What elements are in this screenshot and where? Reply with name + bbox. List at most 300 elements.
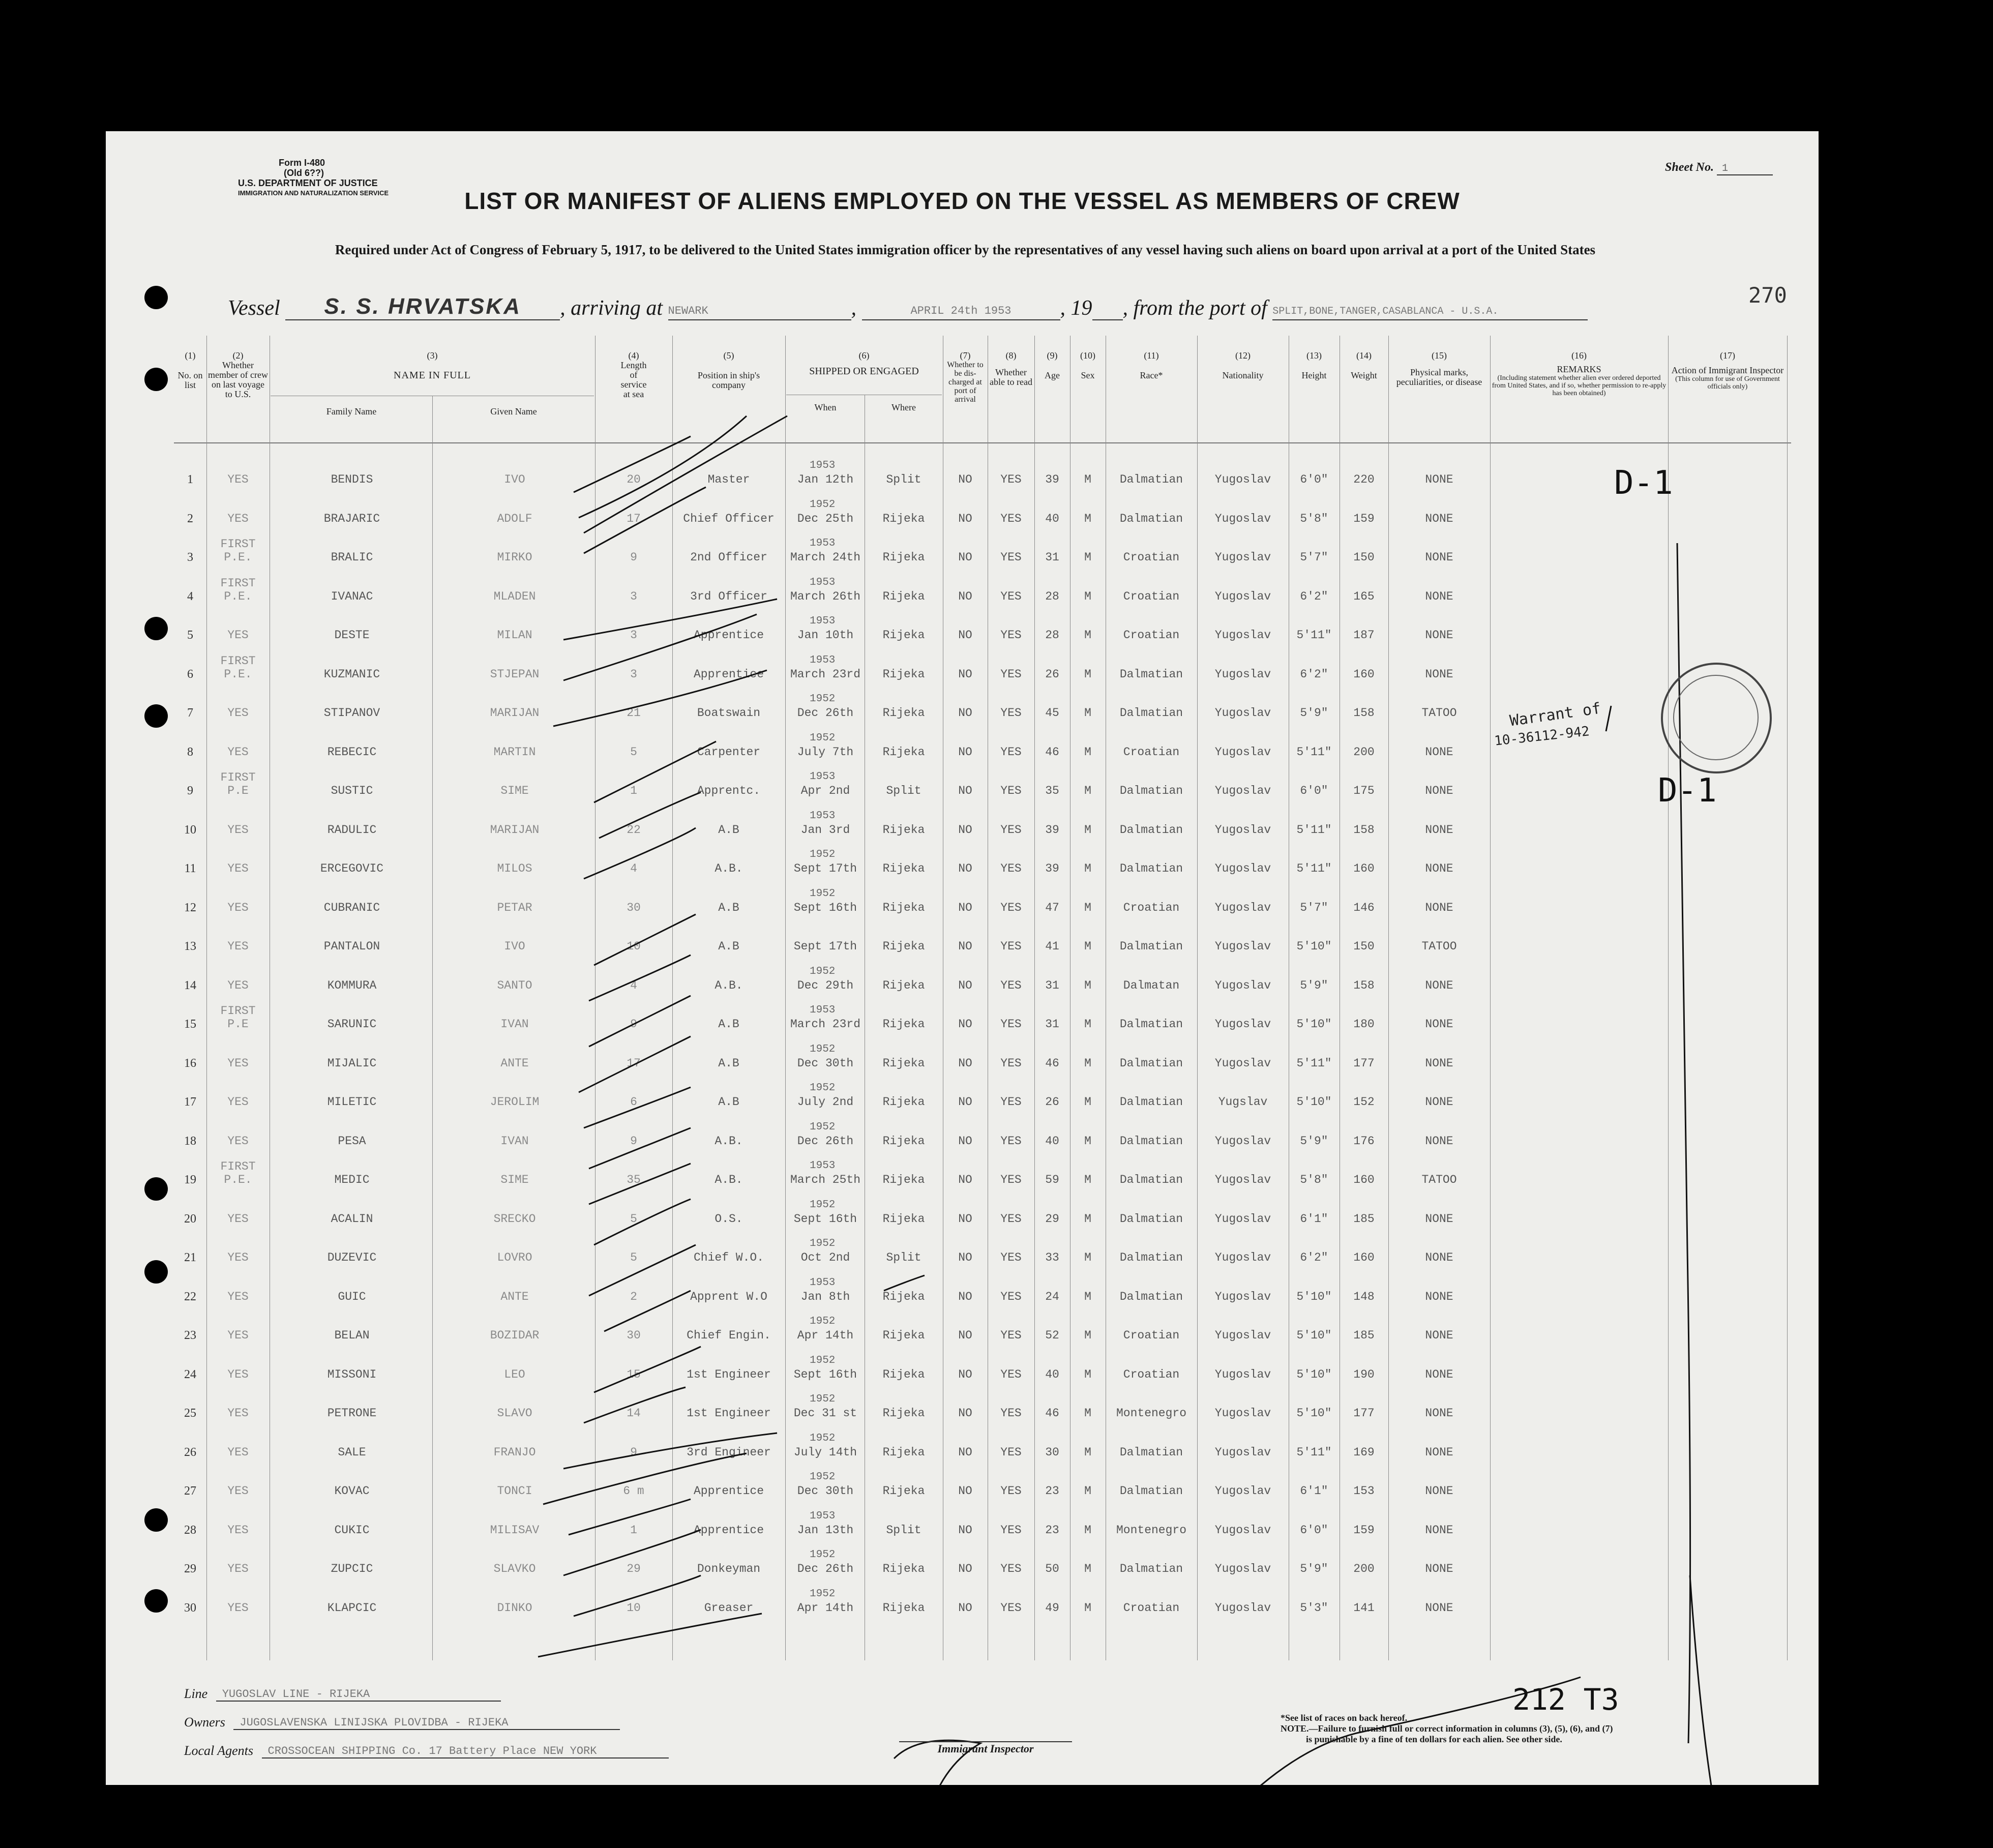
cell-marks: TATOO [1421, 1173, 1457, 1186]
cell-disch: NO [958, 1251, 972, 1264]
col13-header: Height [1301, 370, 1327, 380]
cell-service: 5 [630, 1251, 637, 1264]
cell-marks: NONE [1425, 1290, 1453, 1303]
cell-year: 1952 [810, 1432, 836, 1444]
cell-nat: Yugoslav [1214, 1018, 1271, 1031]
cell-when: July 7th [797, 745, 854, 759]
arrival-date: APRIL 24th 1953 [910, 305, 1012, 317]
footer-note-races: *See list of races on back hereof. [1281, 1713, 1408, 1723]
cell-disch: NO [958, 473, 972, 486]
cell-service: 10 [627, 1601, 641, 1615]
cell-nat: Yugoslav [1214, 1484, 1271, 1498]
cell-service: 10 [627, 940, 641, 953]
cell-height: 5'11" [1296, 823, 1332, 837]
cell-read: YES [1000, 823, 1022, 837]
cell-sex: M [1084, 1173, 1091, 1186]
cell-age: 30 [1045, 1445, 1059, 1459]
cell-weight: 185 [1353, 1212, 1375, 1226]
cell-given: SIME [500, 1173, 529, 1186]
cell-height: 6'0" [1300, 1523, 1328, 1537]
cell-read: YES [1000, 667, 1022, 681]
cell-position: Donkeyman [697, 1562, 761, 1575]
warrant-note: Warrant of [1508, 699, 1602, 730]
cell-family: IVANAC [331, 589, 373, 603]
cell-height: 6'0" [1300, 473, 1328, 486]
cell-sex: M [1084, 862, 1091, 875]
cell-service: 20 [627, 473, 641, 486]
cell-nat: Yugoslav [1214, 1290, 1271, 1303]
cell-family: MISSONI [327, 1367, 377, 1381]
cell-disch: NO [958, 629, 972, 642]
cell-no: 11 [184, 862, 196, 875]
cell-nat: Yugoslav [1214, 940, 1271, 953]
cell-given: MIRKO [497, 551, 532, 564]
cell-read: YES [1000, 1484, 1022, 1498]
cell-when: Jan 13th [797, 1523, 854, 1537]
cell-disch: NO [958, 1562, 972, 1575]
cell-year: 1952 [810, 1354, 836, 1366]
cell-year: 1952 [810, 1393, 836, 1405]
footer-note-penalty: NOTE.—Failure to furnish full or correct information in columns (3), (5), (6), and (7) [1281, 1723, 1613, 1734]
col15-number: (15) [1432, 350, 1447, 361]
page-title: LIST OR MANIFEST OF ALIENS EMPLOYED ON THE VESSEL AS MEMBERS OF CREW [464, 188, 1460, 214]
cell-read: YES [1000, 512, 1022, 525]
cell-where: Rijeka [882, 1056, 925, 1070]
cell-year: 1953 [810, 771, 836, 783]
cell-position: Apprentice [693, 629, 764, 642]
cell-first: FIRST [220, 771, 256, 784]
cell-nat: Yugoslav [1214, 589, 1271, 603]
cell-given: TONCI [497, 1484, 532, 1498]
cell-race: Dalmatian [1119, 1212, 1183, 1226]
cell-race: Dalmatian [1119, 1445, 1183, 1459]
col9-number: (9) [1047, 350, 1058, 361]
cell-nat: Yugoslav [1214, 1367, 1271, 1381]
cell-marks: NONE [1425, 1367, 1453, 1381]
cell-last: P.E [227, 1018, 249, 1031]
col6b-header: Where [891, 402, 916, 412]
cell-age: 40 [1045, 512, 1059, 525]
cell-age: 39 [1045, 473, 1059, 486]
cell-read: YES [1000, 1290, 1022, 1303]
cell-where: Rijeka [882, 1018, 925, 1031]
cell-where: Rijeka [882, 1367, 925, 1381]
cell-age: 46 [1045, 1407, 1059, 1420]
cell-read: YES [1000, 1562, 1022, 1575]
cell-sex: M [1084, 1212, 1091, 1226]
cell-marks: NONE [1425, 1445, 1453, 1459]
cell-last: YES [227, 1290, 249, 1303]
punch-hole [144, 617, 168, 640]
cell-position: A.B. [715, 978, 743, 992]
col17-header: Action of Immigrant Inspector [1671, 365, 1784, 375]
cell-disch: NO [958, 512, 972, 525]
cell-when: Jan 3rd [800, 823, 850, 837]
cell-disch: NO [958, 1173, 972, 1186]
cell-age: 41 [1045, 940, 1059, 953]
cell-sex: M [1084, 1562, 1091, 1575]
cell-service: 14 [627, 1407, 641, 1420]
cell-position: 2nd Officer [690, 551, 767, 564]
cell-service: 2 [630, 1290, 637, 1303]
cell-where: Rijeka [882, 901, 925, 914]
cell-first: FIRST [220, 538, 256, 551]
cell-no: 14 [184, 978, 196, 992]
cell-given: ADOLF [497, 512, 532, 525]
inspector-label: Immigrant Inspector [937, 1742, 1034, 1755]
cell-year: 1953 [810, 1276, 836, 1289]
cell-when: Apr 14th [797, 1329, 854, 1342]
col16-number: (16) [1571, 350, 1587, 361]
cell-no: 8 [187, 745, 193, 759]
cell-last: YES [227, 823, 249, 837]
col5-header: Position in ship's company [697, 370, 760, 390]
cell-position: Carpenter [697, 745, 761, 759]
cell-disch: NO [958, 1367, 972, 1381]
cell-family: PESA [338, 1134, 366, 1148]
cell-year: 1952 [810, 732, 836, 744]
cell-given: LEO [504, 1367, 525, 1381]
footer-note-fine: is punishable by a fine of ten dollars for each alien. See other side. [1306, 1734, 1562, 1744]
cell-last: P.E. [224, 589, 252, 603]
cell-last: YES [227, 1212, 249, 1226]
cell-service: 3 [630, 667, 637, 681]
cell-marks: NONE [1425, 473, 1453, 486]
cell-where: Rijeka [882, 823, 925, 837]
inspector-signature-line [899, 1741, 1072, 1755]
cell-last: YES [227, 1562, 249, 1575]
cell-year: 1952 [810, 1549, 836, 1561]
cell-year: 1953 [810, 460, 836, 471]
cell-service: 9 [630, 1134, 637, 1148]
cell-nat: Yugoslav [1214, 706, 1271, 720]
cell-age: 46 [1045, 1056, 1059, 1070]
cell-weight: 165 [1353, 589, 1375, 603]
cell-given: MILISAV [490, 1523, 540, 1537]
cell-weight: 160 [1353, 667, 1375, 681]
cell-marks: NONE [1425, 823, 1453, 837]
cell-marks: NONE [1425, 1407, 1453, 1420]
cell-marks: NONE [1425, 1484, 1453, 1498]
cell-given: FRANJO [493, 1445, 536, 1459]
cell-where: Rijeka [882, 1134, 925, 1148]
cell-when: July 2nd [797, 1095, 854, 1109]
service-name: IMMIGRATION AND NATURALIZATION SERVICE [238, 189, 389, 197]
cell-service: 9 [630, 1018, 637, 1031]
col2-number: (2) [232, 350, 244, 361]
cell-age: 45 [1045, 706, 1059, 720]
cell-race: Montenegro [1116, 1523, 1187, 1537]
cell-family: RADULIC [327, 823, 377, 837]
cell-given: IVO [504, 473, 525, 486]
cell-height: 5'11" [1296, 862, 1332, 875]
owners-field [184, 1714, 620, 1730]
cell-height: 6'2" [1300, 589, 1328, 603]
cell-given: ANTE [500, 1290, 529, 1303]
cell-weight: 185 [1353, 1329, 1375, 1342]
cell-age: 40 [1045, 1134, 1059, 1148]
vessel-line: Vessel S. S. HRVATSKA , arriving at NEWARK , APRIL 24th 1953 , 19 , from the port of SPLIT,BONE,TANGER,CASABLANCA - U.S.A. 270 [228, 283, 1787, 320]
cell-weight: 169 [1353, 1445, 1375, 1459]
cell-race: Dalmatian [1119, 512, 1183, 525]
vessel-name: S. S. HRVATSKA [324, 294, 521, 319]
cell-service: 6 [630, 1095, 637, 1109]
cell-where: Rijeka [882, 1329, 925, 1342]
cell-when: Dec 29th [797, 978, 854, 992]
cell-service: 17 [627, 1056, 641, 1070]
cell-last: YES [227, 512, 249, 525]
cell-sex: M [1084, 1251, 1091, 1264]
cell-race: Dalmatian [1119, 1056, 1183, 1070]
cell-service: 6 m [623, 1484, 644, 1498]
cell-where: Rijeka [882, 706, 925, 720]
cell-height: 5'9" [1300, 706, 1328, 720]
cell-position: A.B. [715, 1173, 743, 1186]
d1-mark-top: D-1 [1614, 464, 1673, 502]
cell-race: Croatian [1123, 589, 1180, 603]
cell-race: Dalmatian [1119, 940, 1183, 953]
cell-marks: NONE [1425, 551, 1453, 564]
cell-last: YES [227, 706, 249, 720]
cell-when: Dec 26th [797, 1134, 854, 1148]
col7-header: Whether to be dis-charged at port of arrival [947, 361, 984, 404]
cell-age: 52 [1045, 1329, 1059, 1342]
cell-disch: NO [958, 901, 972, 914]
cell-no: 18 [184, 1134, 196, 1148]
cell-position: Apprentc. [697, 784, 761, 797]
line-field [184, 1685, 501, 1702]
cell-no: 23 [184, 1329, 196, 1342]
cell-position: A.B [718, 1095, 739, 1109]
warrant-number: 10-36112-942 [1493, 724, 1590, 749]
cell-race: Dalmatian [1119, 1290, 1183, 1303]
footer-note [1281, 1713, 1613, 1745]
cell-where: Rijeka [882, 862, 925, 875]
cell-given: SRECKO [493, 1212, 536, 1226]
cell-last: YES [227, 1484, 249, 1498]
cell-where: Rijeka [882, 629, 925, 642]
cell-race: Croatian [1123, 1367, 1180, 1381]
col11-number: (11) [1144, 350, 1159, 361]
cell-disch: NO [958, 745, 972, 759]
cell-no: 4 [187, 589, 193, 603]
cell-last: P.E [227, 784, 249, 797]
cell-sex: M [1084, 1407, 1091, 1420]
col4-header: Length of service at sea [620, 360, 647, 399]
cell-age: 46 [1045, 745, 1059, 759]
cell-family: CUKIC [334, 1523, 370, 1537]
cell-service: 21 [627, 706, 641, 720]
punch-hole [144, 368, 168, 391]
punch-hole [144, 704, 168, 728]
cell-nat: Yugoslav [1214, 1329, 1271, 1342]
cell-sex: M [1084, 1095, 1091, 1109]
cell-weight: 141 [1353, 1601, 1375, 1615]
cell-height: 5'10" [1296, 940, 1332, 953]
cell-position: Chief Officer [683, 512, 775, 525]
cell-no: 21 [184, 1251, 196, 1264]
cell-last: YES [227, 745, 249, 759]
col14-header: Weight [1351, 370, 1377, 380]
cell-race: Croatian [1123, 901, 1180, 914]
cell-year: 1952 [810, 693, 836, 705]
cell-marks: NONE [1425, 784, 1453, 797]
cell-service: 29 [627, 1562, 641, 1575]
cell-no: 17 [184, 1095, 196, 1109]
cell-year: 1952 [810, 887, 836, 900]
col4-number: (4) [628, 350, 639, 361]
cell-sex: M [1084, 823, 1091, 837]
cell-age: 31 [1045, 978, 1059, 992]
cell-disch: NO [958, 823, 972, 837]
cell-family: BENDIS [331, 473, 373, 486]
col16-subheader: (Including statement whether alien ever ordered deported from United States, and if so, whether permission to re-apply has been obtained) [1492, 374, 1667, 397]
cell-disch: NO [958, 667, 972, 681]
cell-where: Rijeka [882, 512, 925, 525]
cell-disch: NO [958, 1290, 972, 1303]
cell-weight: 187 [1353, 629, 1375, 642]
cell-marks: NONE [1425, 1212, 1453, 1226]
cell-family: BRALIC [331, 551, 373, 564]
cell-read: YES [1000, 1095, 1022, 1109]
cell-age: 23 [1045, 1484, 1059, 1498]
cell-read: YES [1000, 1445, 1022, 1459]
cell-sex: M [1084, 706, 1091, 720]
cell-weight: 158 [1353, 823, 1375, 837]
cell-position: Master [707, 473, 750, 486]
cell-age: 24 [1045, 1290, 1059, 1303]
cell-year: 1953 [810, 1004, 836, 1016]
cell-sex: M [1084, 1484, 1091, 1498]
cell-nat: Yugoslav [1214, 978, 1271, 992]
cell-height: 6'2" [1300, 667, 1328, 681]
cell-where: Split [886, 473, 921, 486]
cell-race: Dalmatian [1119, 823, 1183, 837]
cell-no: 9 [187, 784, 193, 797]
cell-disch: NO [958, 940, 972, 953]
col1-header: No. on list [177, 370, 203, 390]
cell-family: KUZMANIC [323, 667, 380, 681]
cell-family: BELAN [334, 1329, 370, 1342]
col14-number: (14) [1356, 350, 1372, 361]
sheet-number-label: Sheet No. [1665, 161, 1714, 174]
cell-marks: NONE [1425, 978, 1453, 992]
col6a-header: When [814, 402, 837, 412]
cell-sex: M [1084, 1367, 1091, 1381]
cell-marks: NONE [1425, 862, 1453, 875]
cell-last: YES [227, 1251, 249, 1264]
cell-family: MILETIC [327, 1095, 377, 1109]
cell-family: KOVAC [334, 1484, 370, 1498]
cell-family: CUBRANIC [323, 901, 380, 914]
cell-year: 1953 [810, 810, 836, 822]
cell-read: YES [1000, 901, 1022, 914]
cell-last: YES [227, 473, 249, 486]
cell-height: 5'10" [1296, 1367, 1332, 1381]
form-number: Form I-480 [279, 158, 325, 168]
cell-given: JEROLIM [490, 1095, 540, 1109]
cell-when: Dec 30th [797, 1056, 854, 1070]
cell-nat: Yugoslav [1214, 473, 1271, 486]
cell-disch: NO [958, 978, 972, 992]
cell-read: YES [1000, 1134, 1022, 1148]
cell-weight: 177 [1353, 1056, 1375, 1070]
cell-sex: M [1084, 1329, 1091, 1342]
cell-where: Rijeka [882, 1601, 925, 1615]
cell-sex: M [1084, 1523, 1091, 1537]
cell-when: Sept 16th [793, 1212, 857, 1226]
cell-race: Dalmatian [1119, 1562, 1183, 1575]
cell-marks: NONE [1425, 1095, 1453, 1109]
cell-family: SUSTIC [331, 784, 373, 797]
cell-when: March 26th [790, 589, 861, 603]
cell-last: YES [227, 862, 249, 875]
agents-label: Local Agents [184, 1743, 254, 1758]
cell-weight: 180 [1353, 1018, 1375, 1031]
cell-age: 31 [1045, 1018, 1059, 1031]
cell-no: 25 [184, 1407, 196, 1420]
arriving-port: NEWARK [668, 305, 708, 317]
cell-marks: NONE [1425, 1056, 1453, 1070]
cell-height: 5'9" [1300, 978, 1328, 992]
cell-marks: NONE [1425, 1562, 1453, 1575]
cell-weight: 159 [1353, 1523, 1375, 1537]
cell-when: March 23rd [790, 1018, 861, 1031]
cell-no: 6 [187, 667, 193, 681]
cell-last: YES [227, 1367, 249, 1381]
punch-hole [144, 1260, 168, 1284]
cell-where: Rijeka [882, 1445, 925, 1459]
cell-last: YES [227, 629, 249, 642]
cell-no: 1 [187, 473, 193, 486]
cell-family: ACALIN [331, 1212, 373, 1226]
cell-race: Montenegro [1116, 1407, 1187, 1420]
cell-race: Dalmatian [1119, 473, 1183, 486]
cell-when: Sept 17th [793, 862, 857, 875]
cell-when: Sept 16th [793, 1367, 857, 1381]
cell-height: 5'10" [1296, 1018, 1332, 1031]
cell-service: 4 [630, 978, 637, 992]
cell-race: Dalmatian [1119, 784, 1183, 797]
cell-service: 1 [630, 1523, 637, 1537]
cell-where: Split [886, 784, 921, 797]
col6-number: (6) [858, 350, 870, 361]
cell-height: 5'10" [1296, 1407, 1332, 1420]
cell-read: YES [1000, 1601, 1022, 1615]
cell-year: 1953 [810, 1510, 836, 1522]
cell-position: Chief W.O. [693, 1251, 764, 1264]
cell-given: MILOS [497, 862, 532, 875]
cell-sex: M [1084, 1056, 1091, 1070]
cell-no: 19 [184, 1173, 196, 1186]
cell-given: STJEPAN [490, 667, 540, 681]
col9-header: Age [1045, 370, 1060, 380]
cell-age: 50 [1045, 1562, 1059, 1575]
cell-no: 7 [187, 706, 193, 720]
cell-no: 5 [187, 629, 193, 642]
cell-weight: 160 [1353, 862, 1375, 875]
cell-read: YES [1000, 629, 1022, 642]
cell-last: YES [227, 1056, 249, 1070]
cell-race: Dalmatian [1119, 1134, 1183, 1148]
cell-service: 35 [627, 1173, 641, 1186]
cell-year: 1953 [810, 538, 836, 549]
cell-when: July 14th [793, 1445, 857, 1459]
cell-marks: NONE [1425, 901, 1453, 914]
cell-service: 1 [630, 784, 637, 797]
cell-disch: NO [958, 1212, 972, 1226]
arriving-label: , arriving at [560, 296, 663, 320]
